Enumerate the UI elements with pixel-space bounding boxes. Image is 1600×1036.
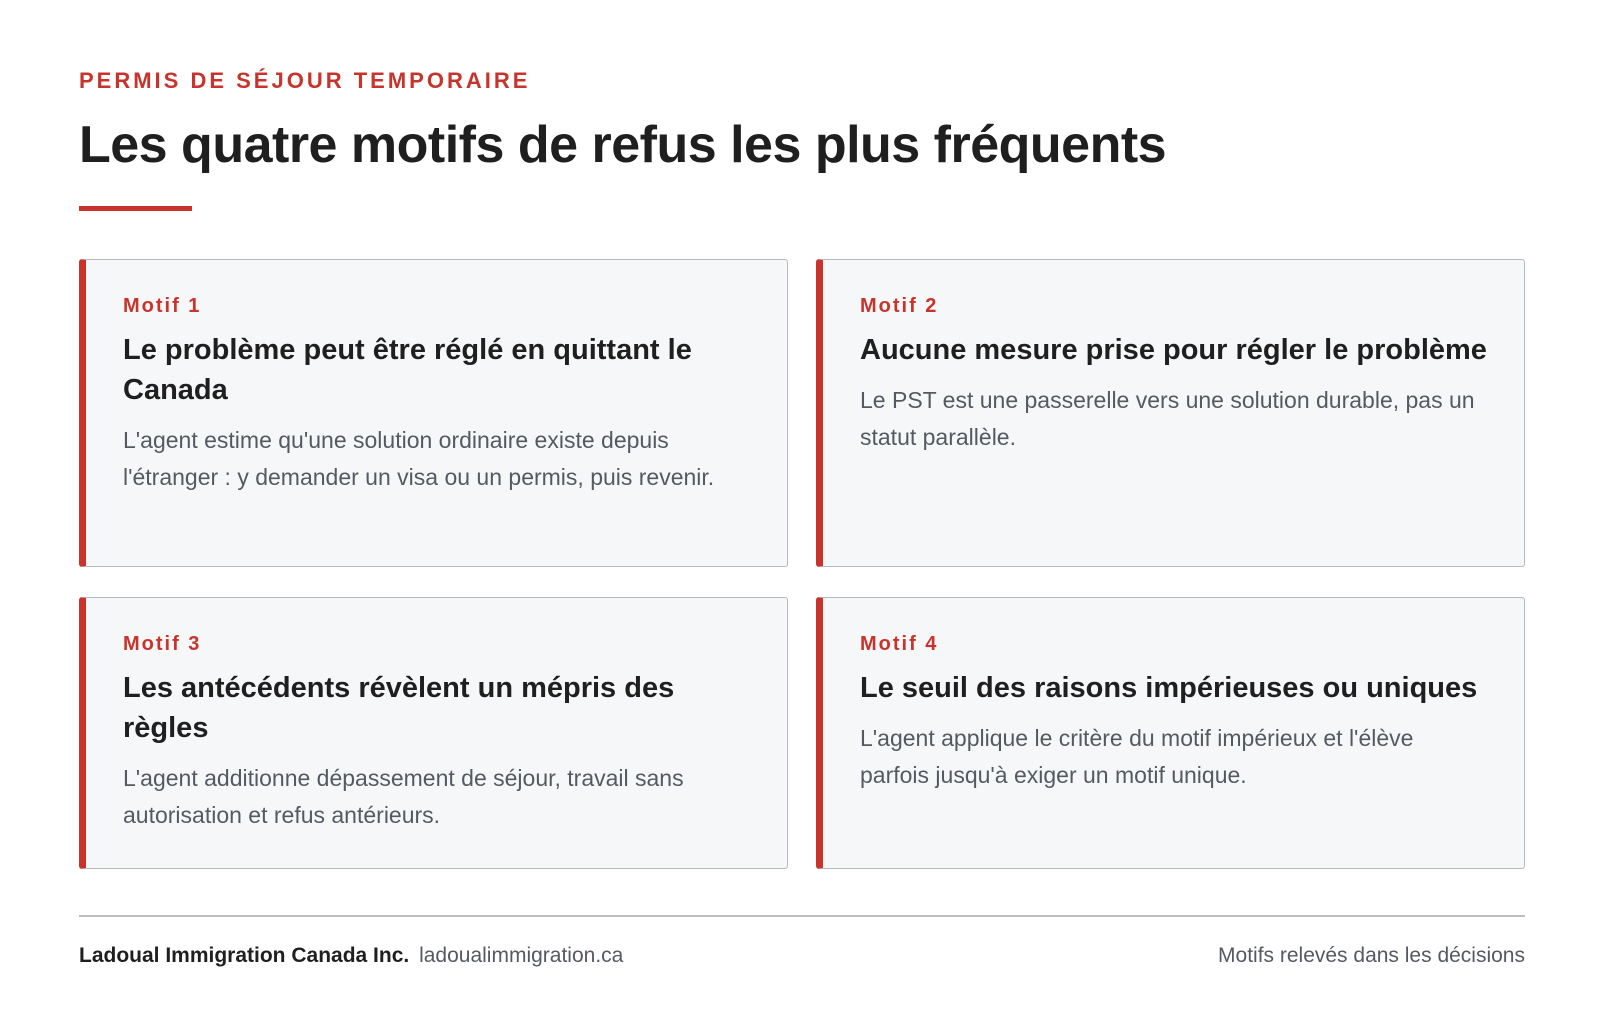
reason-card-1 [79, 259, 788, 567]
company-website: ladoualimmigration.ca [419, 944, 624, 967]
page-title: Les quatre motifs de refus les plus fréquents [79, 116, 1167, 174]
reason-title: Le seuil des raisons impérieuses ou uniques [860, 672, 1478, 704]
reason-description: L'agent applique le critère du motif impérieux et l'élève parfois jusqu'à exiger un motif unique. [860, 725, 1414, 788]
reason-description: L'agent additionne dépassement de séjour, travail sans autorisation et refus antérieurs. [123, 765, 684, 828]
reason-description: Le PST est une passerelle vers une solution durable, pas un statut parallèle. [860, 387, 1475, 450]
footer-note: Motifs relevés dans les décisions [1218, 944, 1525, 967]
reason-title: Les antécédents révèlent un mépris des règles [123, 672, 675, 744]
reason-title: Aucune mesure prise pour régler le problème [860, 334, 1487, 366]
reason-label: Motif 1 [123, 295, 202, 317]
company-name: Ladoual Immigration Canada Inc. [79, 944, 410, 967]
reason-description: L'agent estime qu'une solution ordinaire existe depuis l'étranger : y demander un visa ou un permis, puis revenir. [123, 427, 715, 490]
reason-label: Motif 2 [860, 295, 939, 317]
title-underline [79, 206, 192, 211]
footer-branding [79, 943, 623, 969]
eyebrow-label: PERMIS DE SÉJOUR TEMPORAIRE [79, 68, 531, 93]
reason-title: Le problème peut être réglé en quittant le Canada [123, 334, 692, 406]
reason-card-2 [816, 259, 1525, 567]
page [79, 0, 1525, 1036]
reason-card-3 [79, 597, 788, 869]
reason-label: Motif 3 [123, 633, 202, 655]
footer-divider [79, 915, 1525, 917]
reason-label: Motif 4 [860, 633, 939, 655]
reason-card-4 [816, 597, 1525, 869]
